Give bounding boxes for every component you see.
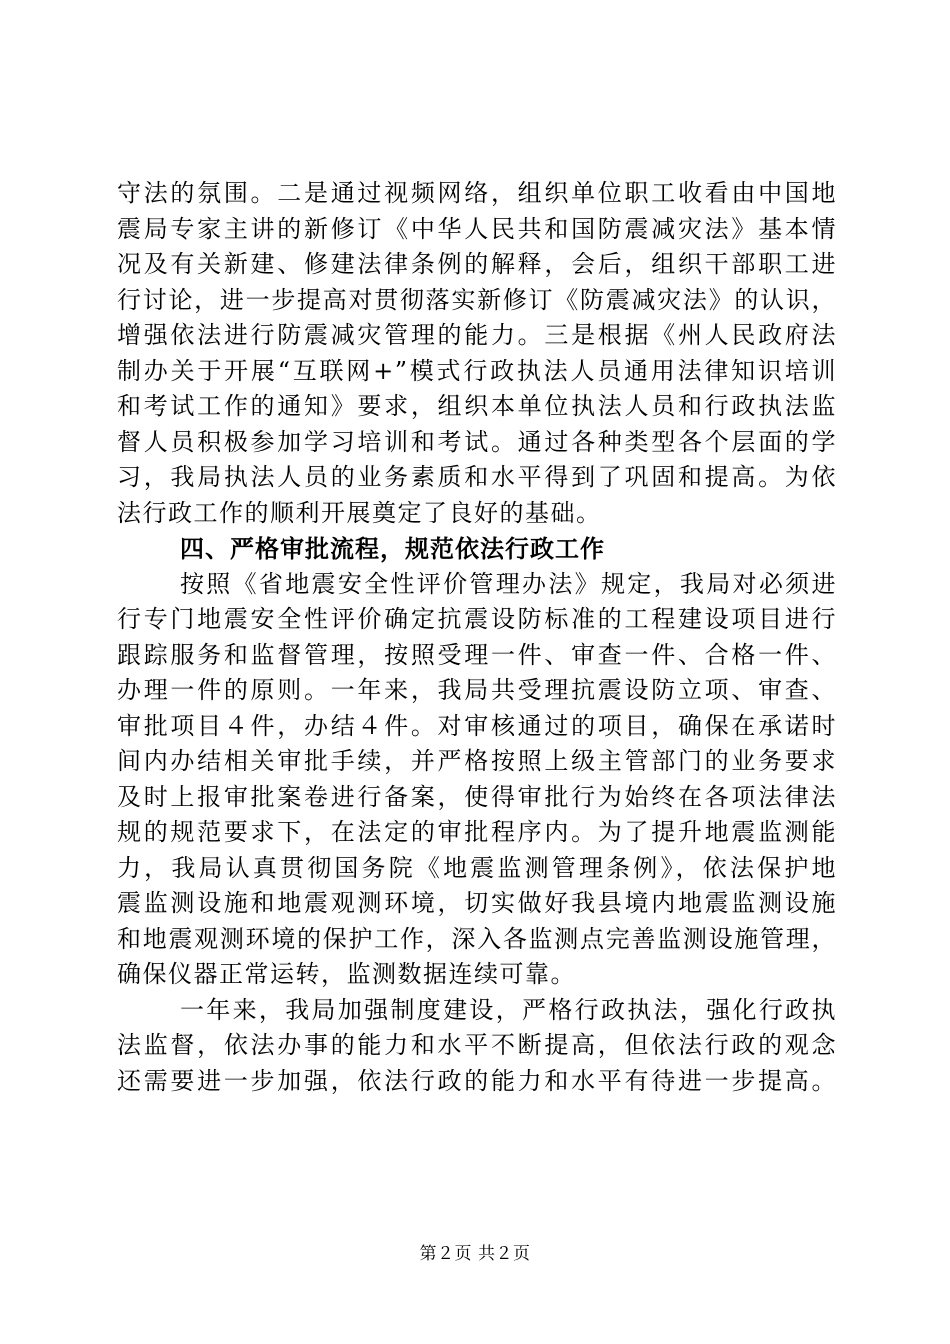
body-line: 行讨论，进一步提高对贯彻落实新修订《防震减灾法》的认识，	[117, 285, 837, 314]
body-line: 况及有关新建、修建法律条例的解释，会后，组织干部职工进	[117, 250, 837, 278]
body-line: 守法的氛围。二是通过视频网络，组织单位职工收看由中国地	[117, 179, 837, 207]
body-line: 震局专家主讲的新修订《中华人民共和国防震减灾法》基本情	[117, 214, 837, 243]
body-line: 及时上报审批案卷进行备案，使得审批行为始终在各项法律法	[117, 782, 837, 811]
body-line: 增强依法进行防震减灾管理的能力。三是根据《州人民政府法	[117, 321, 837, 349]
body-line: 审批项目４件，办结４件。对审核通过的项目，确保在承诺时	[117, 711, 837, 740]
document-body	[117, 176, 837, 1099]
body-line: 还需要进一步加强，依法行政的能力和水平有待进一步提高。	[117, 1066, 837, 1095]
body-line: 制办关于开展“互联网+”模式行政执法人员通用法律知识培训	[117, 356, 837, 385]
body-line: 法行政工作的顺利开展奠定了良好的基础。	[117, 498, 602, 527]
body-line: 法监督，依法办事的能力和水平不断提高，但依法行政的观念	[117, 1031, 837, 1059]
body-line: 和考试工作的通知》要求，组织本单位执法人员和行政执法监	[117, 392, 837, 420]
body-line: 办理一件的原则。一年来，我局共受理抗震设防立项、审查、	[117, 676, 837, 704]
body-line: 规的规范要求下，在法定的审批程序内。为了提升地震监测能	[117, 818, 837, 846]
body-line: 跟踪服务和监督管理，按照受理一件、审查一件、合格一件、	[117, 640, 837, 669]
body-line: 行专门地震安全性评价确定抗震设防标准的工程建设项目进行	[117, 605, 837, 633]
body-line: 督人员积极参加学习培训和考试。通过各种类型各个层面的学	[117, 427, 837, 456]
body-line: 习，我局执法人员的业务素质和水平得到了巩固和提高。为依	[117, 463, 837, 491]
page-footer	[0, 1242, 950, 1266]
body-line: 确保仪器正常运转，监测数据连续可靠。	[117, 960, 576, 988]
page-number: 第２页 共２页	[419, 1244, 531, 1264]
body-line: 和地震观测环境的保护工作，深入各监测点完善监测设施管理，	[117, 924, 837, 953]
section-heading: 四、严格审批流程，规范依法行政工作	[180, 534, 605, 563]
body-line: 震监测设施和地震观测环境，切实做好我县境内地震监测设施	[117, 889, 837, 917]
body-line: 力，我局认真贯彻国务院《地震监测管理条例》，依法保护地	[117, 853, 837, 882]
body-line: 按照《省地震安全性评价管理办法》规定，我局对必须进	[180, 569, 837, 598]
body-line: 一年来，我局加强制度建设，严格行政执法，强化行政执	[180, 995, 837, 1024]
body-line: 间内办结相关审批手续，并严格按照上级主管部门的业务要求	[117, 747, 837, 775]
